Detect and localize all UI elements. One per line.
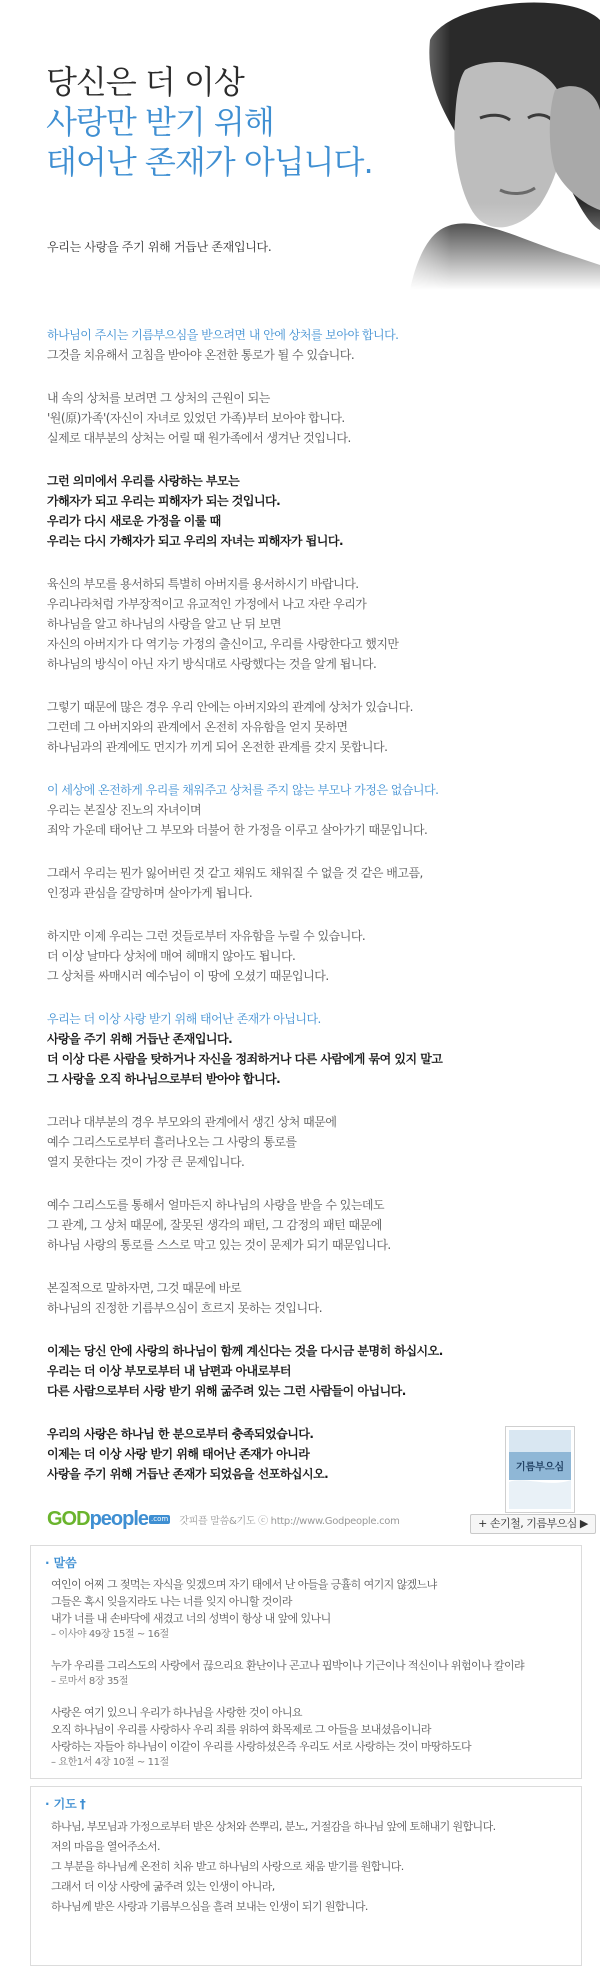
paragraph-line: 더 이상 다른 사람을 탓하거나 자신을 정죄하거나 다른 사람에게 묶여 있지 말고 [47, 1052, 443, 1066]
scripture-box [30, 1545, 582, 1779]
title-line-2: 사랑만 받기 위해 [46, 103, 274, 141]
paragraph-line: 사랑을 주기 위해 거듭난 존재가 되었음을 선포하십시오. [47, 1467, 329, 1481]
paragraph-line: 실제로 대부분의 상처는 어릴 때 원가족에서 생겨난 것입니다. [47, 431, 351, 445]
paragraph-line: 우리의 사랑은 하나님 한 분으로부터 충족되었습니다. [47, 1427, 314, 1441]
paragraph-line: 이제는 더 이상 사랑 받기 위해 태어난 존재가 아니라 [47, 1447, 310, 1461]
paragraph-line: 본질적으로 말하자면, 그것 때문에 바로 [47, 1281, 242, 1295]
prayer-heading-label: 기도 [53, 1797, 77, 1811]
paragraph-line: 하나님이 주시는 기름부으심을 받으려면 내 안에 상처를 보아야 합니다. [47, 328, 399, 342]
paragraph-line: 자신의 아버지가 다 역기능 가정의 출신이고, 우리를 사랑한다고 했지만 [47, 637, 399, 651]
paragraph [47, 1195, 567, 1255]
prayer-box [30, 1786, 582, 1966]
paragraph [47, 574, 567, 674]
paragraph-line: 하나님의 진정한 기름부으심이 흐르지 못하는 것입니다. [47, 1301, 323, 1315]
paragraph [47, 471, 567, 551]
page-subtitle: 우리는 사랑을 주기 위해 거듭난 존재입니다. [47, 240, 272, 254]
book-cover-art [509, 1430, 571, 1509]
verse-line: 그들은 혹시 잊을지라도 나는 너를 잊지 아니할 것이라 [51, 1595, 292, 1608]
paragraph-line: 우리는 더 이상 사랑 받기 위해 태어난 존재가 아닙니다. [47, 1012, 321, 1026]
paragraph-line: 예수 그리스도를 통해서 얼마든지 하나님의 사랑을 받을 수 있는데도 [47, 1198, 385, 1212]
paragraph [47, 388, 567, 448]
dot-icon: · [45, 1797, 50, 1811]
verse-reference: – 로마서 8장 35절 [51, 1676, 129, 1687]
prayer-text [51, 1817, 576, 1917]
title-line-3: 태어난 존재가 아닙니다. [46, 143, 373, 181]
paragraph [47, 863, 567, 903]
paragraph-line: 하나님을 알고 하나님의 사랑을 알고 난 뒤 보면 [47, 617, 281, 631]
paragraph-line: 죄악 가운데 태어난 그 부모와 더불어 한 가정을 이루고 살아가기 때문입니다. [47, 823, 428, 837]
paragraph-line: 하나님의 방식이 아닌 자기 방식대로 사랑했다는 것을 알게 됩니다. [47, 657, 377, 671]
paragraph-line: 하지만 이제 우리는 그런 것들로부터 자유함을 누릴 수 있습니다. [47, 929, 366, 943]
verse-line: 사랑하는 자들아 하나님이 이같이 우리를 사랑하셨은즉 우리도 서로 사랑하는 것이 마땅하도다 [51, 1740, 471, 1753]
paragraph-line: 열지 못한다는 것이 가장 큰 문제입니다. [47, 1155, 245, 1169]
paragraph [47, 1424, 567, 1484]
verse-item [51, 1704, 576, 1771]
verse-item [51, 1657, 576, 1690]
verse-item [51, 1576, 576, 1643]
logo-badge: .com [151, 1515, 169, 1523]
prayer-line: 그래서 더 이상 사랑에 굶주려 있는 인생이 아니라, [51, 1880, 275, 1893]
paragraph-line: 그런 의미에서 우리를 사랑하는 부모는 [47, 474, 240, 488]
paragraph-line: 예수 그리스도로부터 흘러나오는 그 사랑의 통로를 [47, 1135, 297, 1149]
scripture-list [51, 1576, 576, 1785]
devotional-body [47, 325, 567, 1507]
verse-line: 내가 너를 내 손바닥에 새겼고 너의 성벽이 항상 내 앞에 있나니 [51, 1612, 331, 1625]
paragraph-line: 가해자가 되고 우리는 피해자가 되는 것입니다. [47, 494, 281, 508]
paragraph-line: 우리나라처럼 가부장적이고 유교적인 가정에서 나고 자란 우리가 [47, 597, 367, 611]
header-banner [0, 0, 600, 300]
book-title-text: 기름부으심 [515, 1462, 565, 1473]
paragraph [47, 926, 567, 986]
paragraph-line: 내 속의 상처를 보려면 그 상처의 근원이 되는 [47, 391, 270, 405]
scripture-heading [45, 1554, 77, 1571]
prayer-line: 저의 마음을 열어주소서. [51, 1840, 160, 1853]
paragraph-line: 다른 사람으로부터 사랑 받기 위해 굶주려 있는 그런 사람들이 아닙니다. [47, 1384, 406, 1398]
cross-icon: † [79, 1797, 86, 1811]
paragraph-line: 우리는 더 이상 부모로부터 내 남편과 아내로부터 [47, 1364, 291, 1378]
paragraph-line: 육신의 부모를 용서하되 특별히 아버지를 용서하시기 바랍니다. [47, 577, 359, 591]
dot-icon: · [45, 1556, 50, 1570]
book-link-button[interactable]: + 손기철, 기름부으심 ▶ [470, 1514, 596, 1534]
paragraph-line: 사랑을 주기 위해 거듭난 존재입니다. [47, 1032, 233, 1046]
logo-people-text: people [89, 1508, 149, 1530]
paragraph-line: 그 관계, 그 상처 때문에, 잘못된 생각의 패턴, 그 감정의 패턴 때문에 [47, 1218, 382, 1232]
paragraph-line: 하나님 사랑의 통로를 스스로 막고 있는 것이 문제가 되기 때문입니다. [47, 1238, 391, 1252]
scripture-heading-label: 말씀 [53, 1556, 77, 1570]
godpeople-logo[interactable] [47, 1508, 400, 1530]
paragraph-line: 우리는 다시 가해자가 되고 우리의 자녀는 피해자가 됩니다. [47, 534, 344, 548]
paragraph [47, 325, 567, 365]
prayer-line: 하나님, 부모님과 가정으로부터 받은 상처와 쓴뿌리, 분노, 거절감을 하나님 앞에 토해내기 원합니다. [51, 1820, 496, 1833]
verse-reference: – 요한1서 4장 10절 ~ 11절 [51, 1757, 169, 1768]
paragraph-line: 이 세상에 온전하게 우리를 채워주고 상처를 주지 않는 부모나 가정은 없습니다. [47, 783, 439, 797]
paragraph-line: 그렇기 때문에 많은 경우 우리 안에는 아버지와의 관계에 상처가 있습니다. [47, 700, 413, 714]
page-title [46, 62, 373, 182]
woman-photo-image [370, 0, 600, 290]
paragraph-line: 그 사랑을 오직 하나님으로부터 받아야 합니다. [47, 1072, 281, 1086]
prayer-heading [45, 1795, 86, 1812]
paragraph [47, 1278, 567, 1318]
paragraph-line: '원(原)가족'(자신이 자녀로 있었던 가족)부터 보아야 합니다. [47, 411, 345, 425]
verse-reference: – 이사야 49장 15절 ~ 16절 [51, 1629, 169, 1640]
paragraph-line: 인정과 관심을 갈망하며 살아가게 됩니다. [47, 886, 253, 900]
title-line-1: 당신은 더 이상 [46, 63, 244, 101]
paragraph-line: 더 이상 날마다 상처에 매여 헤매지 않아도 됩니다. [47, 949, 296, 963]
paragraph [47, 1009, 567, 1089]
prayer-line: 그 부분을 하나님께 온전히 치유 받고 하나님의 사랑으로 채움 받기를 원합니다. [51, 1860, 404, 1873]
copyright-credit: 갓피플 말씀&기도 ⓒ http://www.Godpeople.com [179, 1516, 400, 1527]
book-cover-image[interactable] [505, 1426, 575, 1513]
verse-line: 여인이 어찌 그 젖먹는 자식을 잊겠으며 자기 태에서 난 아들을 긍휼히 여기지 않겠느냐 [51, 1578, 437, 1591]
paragraph-line: 그래서 우리는 뭔가 잃어버린 것 같고 채워도 채워질 수 없을 것 같은 배고픔, [47, 866, 423, 880]
verse-line: 사랑은 여기 있으니 우리가 하나님을 사랑한 것이 아니요 [51, 1706, 302, 1719]
paragraph-line: 이제는 당신 안에 사랑의 하나님이 함께 계신다는 것을 다시금 분명히 하십시오. [47, 1344, 443, 1358]
paragraph-line: 하나님과의 관계에도 먼지가 끼게 되어 온전한 관계를 갖지 못합니다. [47, 740, 388, 754]
paragraph-line: 그 상처를 싸매시러 예수님이 이 땅에 오셨기 때문입니다. [47, 969, 329, 983]
paragraph-line: 우리는 본질상 진노의 자녀이며 [47, 803, 202, 817]
paragraph-line: 그것을 치유해서 고침을 받아야 온전한 통로가 될 수 있습니다. [47, 348, 355, 362]
paragraph [47, 1112, 567, 1172]
paragraph [47, 697, 567, 757]
verse-line: 누가 우리를 그리스도의 사랑에서 끊으리요 환난이나 곤고나 핍박이나 기근이나 적신이나 위험이나 칼이랴 [51, 1659, 525, 1672]
paragraph-line: 우리가 다시 새로운 가정을 이룰 때 [47, 514, 221, 528]
paragraph-line: 그런데 그 아버지와의 관계에서 온전히 자유함을 얻지 못하면 [47, 720, 348, 734]
paragraph [47, 780, 567, 840]
paragraph [47, 1341, 567, 1401]
verse-line: 오직 하나님이 우리를 사랑하사 우리 죄를 위하여 화목제로 그 아들을 보내셨음이니라 [51, 1723, 431, 1736]
logo-god-text: GOD [47, 1508, 90, 1530]
paragraph-line: 그러나 대부분의 경우 부모와의 관계에서 생긴 상처 때문에 [47, 1115, 337, 1129]
prayer-line: 하나님께 받은 사랑과 기름부으심을 흘려 보내는 인생이 되기 원합니다. [51, 1900, 368, 1913]
